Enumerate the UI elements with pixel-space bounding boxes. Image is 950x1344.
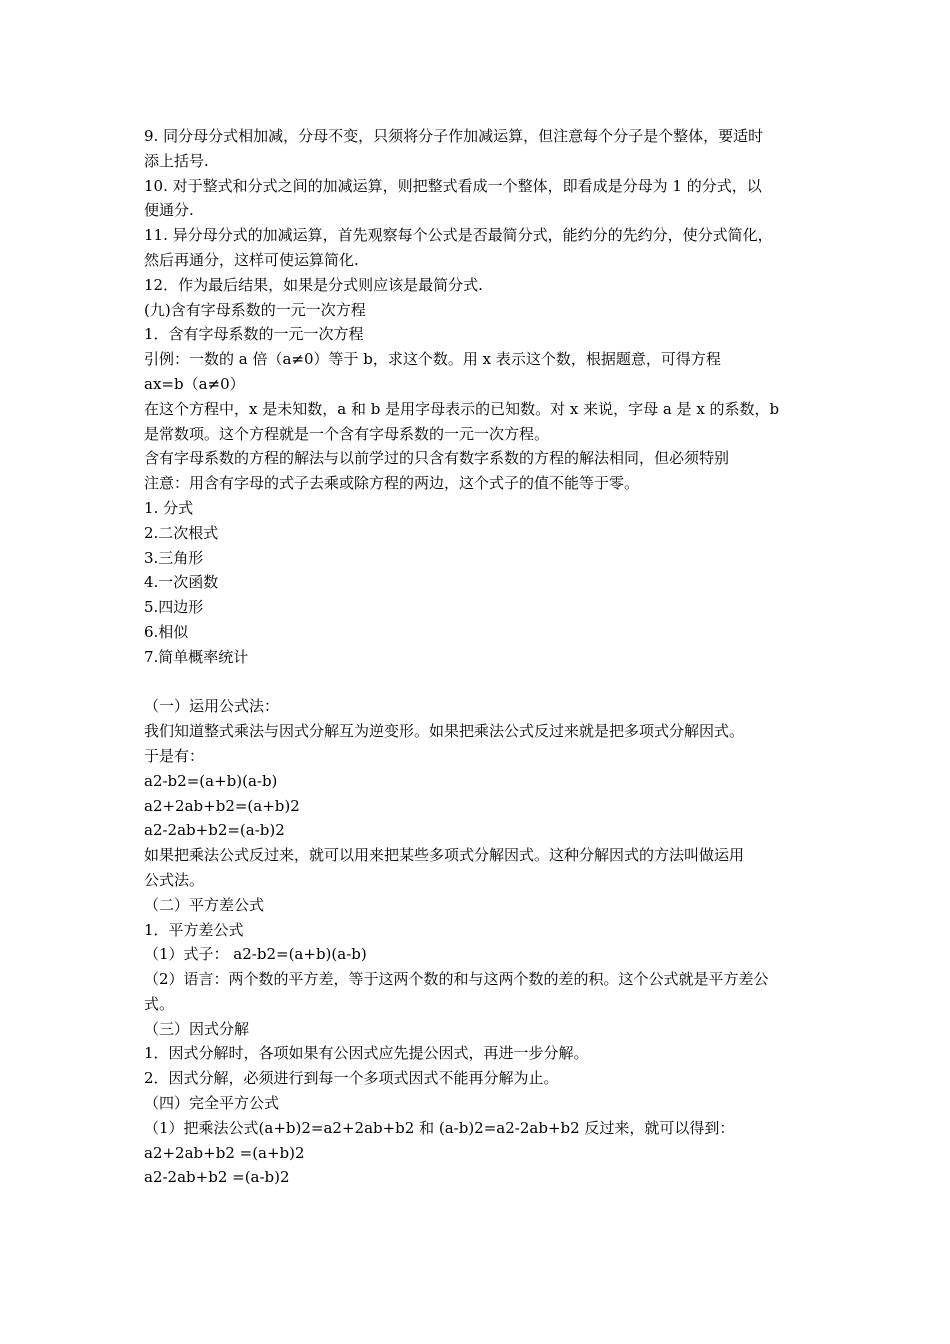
text-line-2: 添上括号. — [144, 151, 209, 170]
text-line-25: 我们知道整式乘法与因式分解互为逆变形。如果把乘法公式反过来就是把多项式分解因式。 — [144, 722, 745, 741]
text-line-31: 公式法。 — [144, 870, 205, 889]
section-heading-2: （二）平方差公式 — [144, 895, 265, 914]
list-item-1: 1. 分式 — [144, 498, 194, 517]
subheading-difference-of-squares: 1．平方差公式 — [144, 920, 244, 939]
list-item-4: 4.一次函数 — [144, 573, 219, 592]
text-line-1: 9. 同分母分式相加减，分母不变，只须将分子作加减运算，但注意每个分子是个整体，要适时 — [144, 127, 764, 145]
text-line-5: 11. 异分母分式的加减运算，首先观察每个公式是否最简分式，能约分的先约分，使分式简化， — [144, 226, 773, 245]
document-body — [144, 124, 810, 1190]
text-line-13: 是常数项。这个方程就是一个含有字母系数的一元一次方程。 — [144, 424, 550, 443]
list-item-2: 2.二次根式 — [144, 523, 219, 542]
section-heading-1: （一）运用公式法： — [144, 697, 280, 716]
list-item-7: 7.简单概率统计 — [144, 647, 249, 666]
text-line-12: 在这个方程中，x 是未知数，a 和 b 是用字母表示的已知数。对 x 来说，字母 a 是 x 的系数，b — [144, 399, 780, 418]
text-line-36: 式。 — [144, 994, 175, 1013]
formula-ax-b: ax=b（a≠0） — [144, 374, 245, 393]
section-heading-3: （三）因式分解 — [144, 1019, 250, 1038]
blank-line — [144, 670, 810, 695]
text-line-formula: （1）式子： a2-b2=(a+b)(a-b) — [144, 945, 367, 964]
subheading-1: 1．含有字母系数的一元一次方程 — [144, 325, 364, 344]
text-line-38: 1．因式分解时，各项如果有公因式应先提公因式，再进一步分解。 — [144, 1044, 589, 1063]
text-line-39: 2．因式分解，必须进行到每一个多项式因式不能再分解为止。 — [144, 1069, 559, 1088]
text-line-26: 于是有： — [144, 746, 205, 765]
text-line-35: （2）语言：两个数的平方差，等于这两个数的和与这两个数的差的积。这个公式就是平方差公 — [144, 970, 769, 989]
section-heading-4: （四）完全平方公式 — [144, 1094, 280, 1113]
formula-square-of-difference: a2-2ab+b2=(a-b)2 — [144, 821, 285, 840]
formula-perfect-square-sum: a2+2ab+b2 =(a+b)2 — [144, 1143, 305, 1162]
text-line-6: 然后再通分，这样可使运算简化. — [144, 250, 359, 269]
formula-difference-of-squares: a2-b2=(a+b)(a-b) — [144, 771, 278, 790]
text-line-4: 便通分. — [144, 201, 194, 220]
list-item-6: 6.相似 — [144, 622, 189, 641]
text-line-30: 如果把乘法公式反过来，就可以用来把某些多项式分解因式。这种分解因式的方法叫做运用 — [144, 846, 745, 865]
list-item-5: 5.四边形 — [144, 598, 204, 617]
formula-square-of-sum: a2+2ab+b2=(a+b)2 — [144, 796, 300, 815]
text-line-15: 注意：用含有字母的式子去乘或除方程的两边，这个式子的值不能等于零。 — [144, 474, 640, 493]
section-heading-9: (九)含有字母系数的一元一次方程 — [144, 300, 366, 319]
text-line-example: 引例：一数的 a 倍（a≠0）等于 b，求这个数。用 x 表示这个数，根据题意，可得方程 — [144, 350, 721, 369]
text-line-14: 含有字母系数的方程的解法与以前学过的只含有数字系数的方程的解法相同，但必须特别 — [144, 449, 730, 468]
list-item-3: 3.三角形 — [144, 548, 204, 567]
text-line-7: 12．作为最后结果，如果是分式则应该是最简分式. — [144, 275, 483, 294]
text-line-3: 10. 对于整式和分式之间的加减运算，则把整式看成一个整体，即看成是分母为 1 的分式，以 — [144, 176, 762, 195]
formula-perfect-square-difference: a2-2ab+b2 =(a-b)2 — [144, 1168, 290, 1187]
text-line-41: （1）把乘法公式(a+b)2=a2+2ab+b2 和 (a-b)2=a2-2ab+b2 反过来，就可以得到： — [144, 1118, 735, 1137]
